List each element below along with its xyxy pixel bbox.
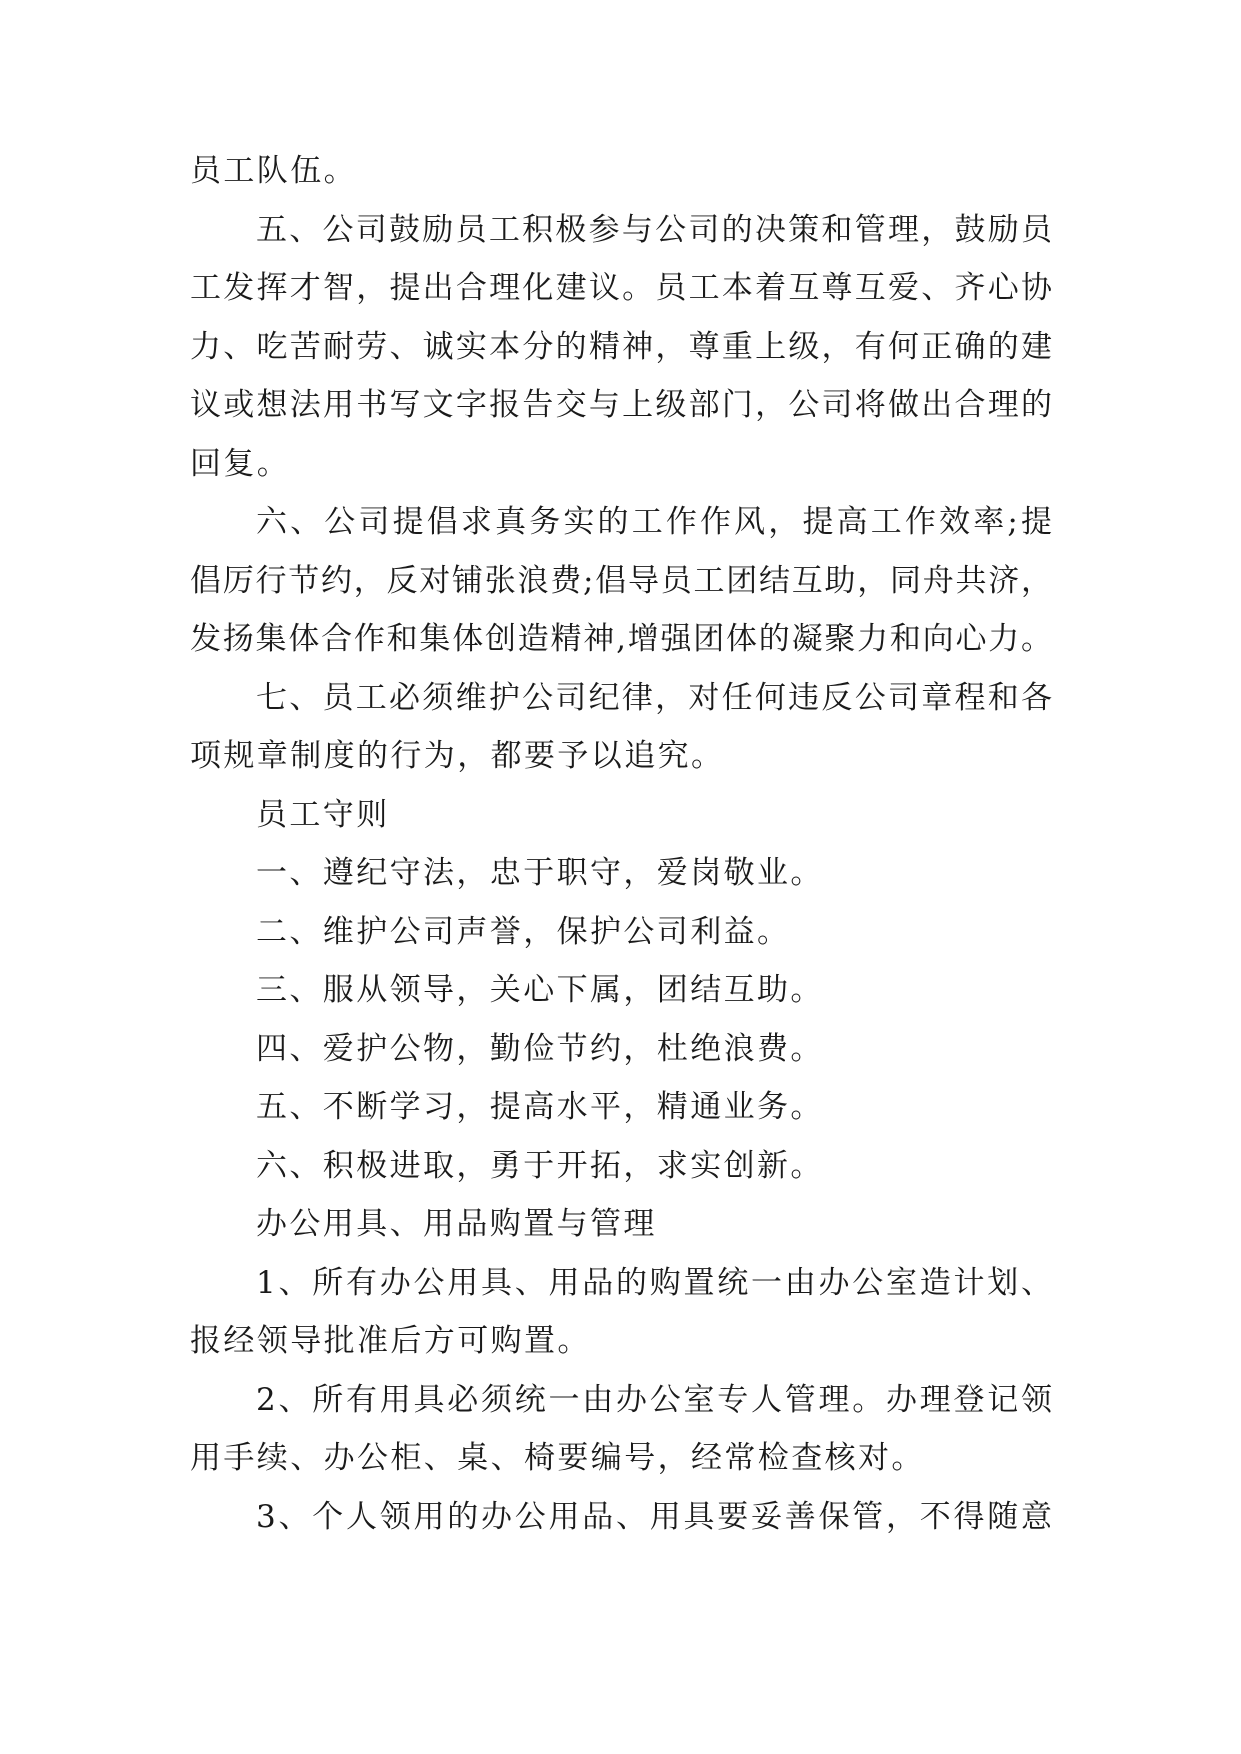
text-line: 报经领导批准后方可购置。 (190, 1323, 591, 1359)
text-line: 项规章制度的行为，都要予以追究。 (190, 738, 725, 774)
text-line: 2、所有用具必须统一由办公室专人管理。办理登记领 (256, 1381, 1052, 1418)
text-line: 六、积极进取，勇于开拓，求实创新。 (256, 1147, 824, 1184)
text-line: 四、爱护公物，勤俭节约，杜绝浪费。 (256, 1030, 824, 1067)
text-line: 六、公司提倡求真务实的工作作风，提高工作效率;提 (256, 504, 1052, 540)
text-line: 回复。 (190, 445, 291, 482)
text-line: 五、公司鼓励员工积极参与公司的决策和管理，鼓励员 (256, 211, 1052, 248)
text-line: 发扬集体合作和集体创造精神,增强团体的凝聚力和向心力。 (190, 621, 1052, 657)
document-page (190, 142, 1052, 1546)
text-line: 3、个人领用的办公用品、用具要妥善保管，不得随意 (256, 1498, 1052, 1535)
section-heading: 办公用具、用品购置与管理 (256, 1206, 657, 1242)
text-line: 1、所有办公用具、用品的购置统一由办公室造计划、 (256, 1264, 1052, 1301)
text-line: 倡厉行节约，反对铺张浪费;倡导员工团结互助，同舟共济， (190, 562, 1052, 599)
text-line: 力、吃苦耐劳、诚实本分的精神，尊重上级，有何正确的建 (190, 328, 1052, 365)
text-line: 工发挥才智，提出合理化建议。员工本着互尊互爱、齐心协 (190, 270, 1052, 306)
section-heading: 员工守则 (256, 796, 390, 833)
text-line: 一、遵纪守法，忠于职守，爱岗敬业。 (256, 855, 824, 891)
text-line: 议或想法用书写文字报告交与上级部门，公司将做出合理的 (190, 387, 1052, 423)
text-line: 员工队伍。 (190, 153, 357, 189)
text-line: 二、维护公司声誉，保护公司利益。 (256, 913, 791, 950)
text-line: 用手续、办公柜、桌、椅要编号，经常检查核对。 (190, 1440, 925, 1476)
text-line: 三、服从领导，关心下属，团结互助。 (256, 972, 824, 1008)
text-line: 五、不断学习，提高水平，精通业务。 (256, 1089, 824, 1125)
text-line: 七、员工必须维护公司纪律，对任何违反公司章程和各 (256, 679, 1052, 716)
